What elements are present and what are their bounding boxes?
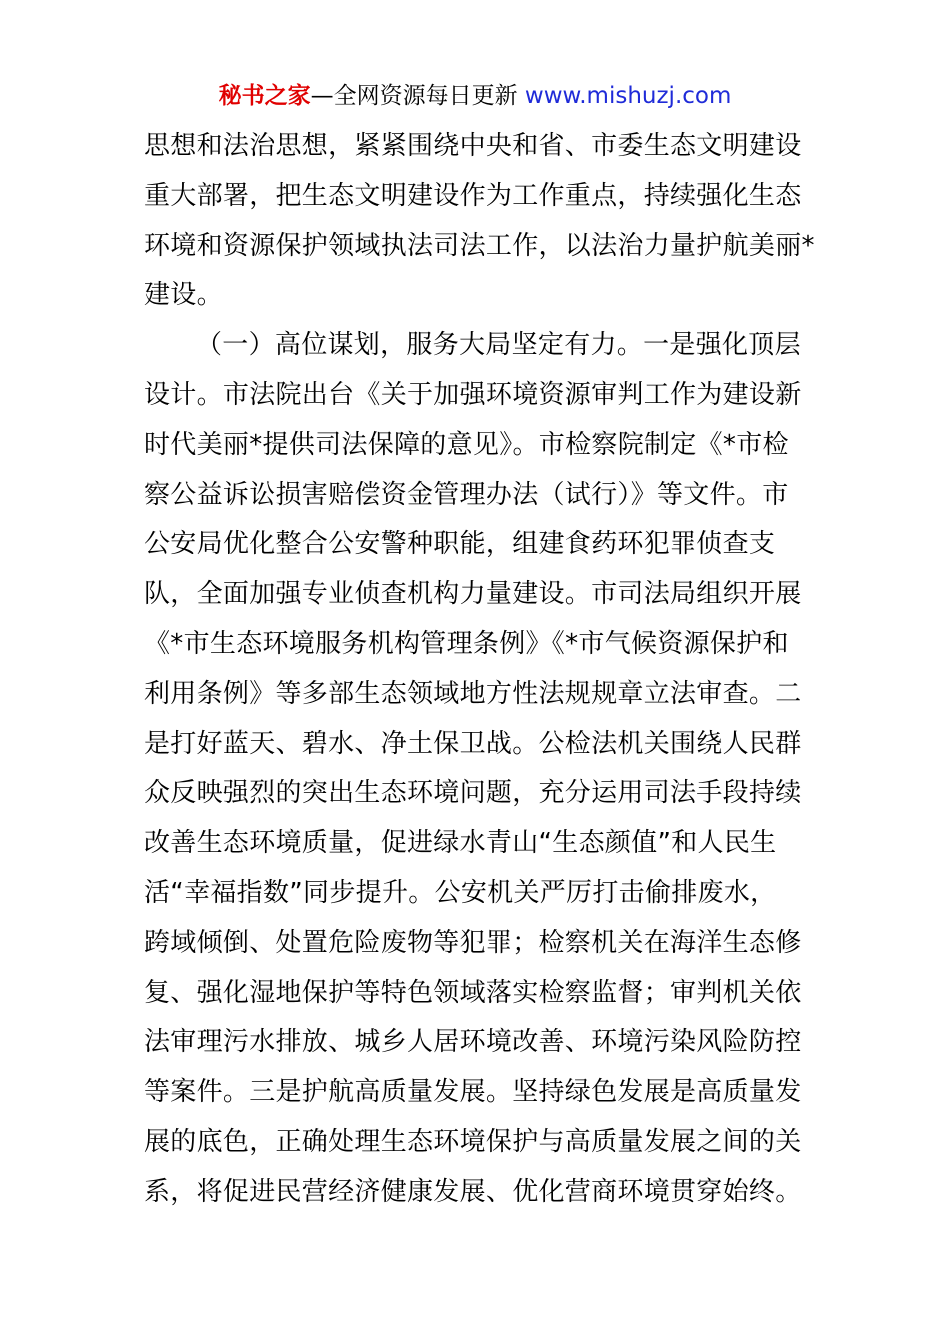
header-brand: 秘书之家 (218, 83, 311, 109)
page-header (0, 80, 950, 112)
text-line: 时代美丽*提供司法保障的意见》。市检察院制定《*市检 (144, 429, 789, 460)
body-text (144, 122, 815, 1218)
text-line: 系，将促进民营经济健康发展、优化营商环境贯穿始终。 (144, 1176, 802, 1207)
text-line: 建设。 (144, 280, 223, 311)
text-line: 众反映强烈的突出生态环境问题，充分运用司法手段持续 (144, 778, 802, 809)
text-line: 展的底色，正确处理生态环境保护与高质量发展之间的关 (144, 1126, 802, 1157)
text-line: 活“幸福指数”同步提升。公安机关严厉打击偷排废水， (144, 877, 777, 908)
header-tagline: —全网资源每日更新 (310, 83, 518, 109)
text-line: 重大部署，把生态文明建设作为工作重点，持续强化生态 (144, 180, 802, 211)
text-line: 跨域倾倒、处置危险废物等犯罪；检察机关在海洋生态修 (144, 927, 802, 958)
header-url[interactable]: www.mishuzj.com (524, 83, 732, 109)
text-line: 等案件。三是护航高质量发展。坚持绿色发展是高质量发 (144, 1077, 802, 1108)
text-line: 复、强化湿地保护等特色领域落实检察监督；审判机关依 (144, 977, 802, 1008)
text-line: （一）高位谋划，服务大局坚定有力。一是强化顶层 (196, 330, 801, 361)
text-line: 环境和资源保护领域执法司法工作，以法治力量护航美丽* (144, 230, 815, 261)
text-line: 队，全面加强专业侦查机构力量建设。市司法局组织开展 (144, 579, 802, 610)
text-line: 思想和法治思想，紧紧围绕中央和省、市委生态文明建设 (144, 131, 802, 161)
text-line: 《*市生态环境服务机构管理条例》《*市气候资源保护和 (144, 628, 789, 659)
text-line: 改善生态环境质量，促进绿水青山“生态颜值”和人民生 (144, 828, 777, 859)
text-line: 设计。市法院出台《关于加强环境资源审判工作为建设新 (144, 379, 802, 410)
text-line: 法审理污水排放、城乡人居环境改善、环境污染风险防控 (144, 1027, 802, 1058)
text-line: 察公益诉讼损害赔偿资金管理办法（试行）》等文件。市 (144, 479, 789, 510)
text-line: 利用条例》等多部生态领域地方性法规规章立法审查。二 (144, 678, 802, 709)
text-line: 公安局优化整合公安警种职能，组建食药环犯罪侦查支 (144, 529, 776, 560)
text-line: 是打好蓝天、碧水、净土保卫战。公检法机关围绕人民群 (144, 728, 802, 759)
